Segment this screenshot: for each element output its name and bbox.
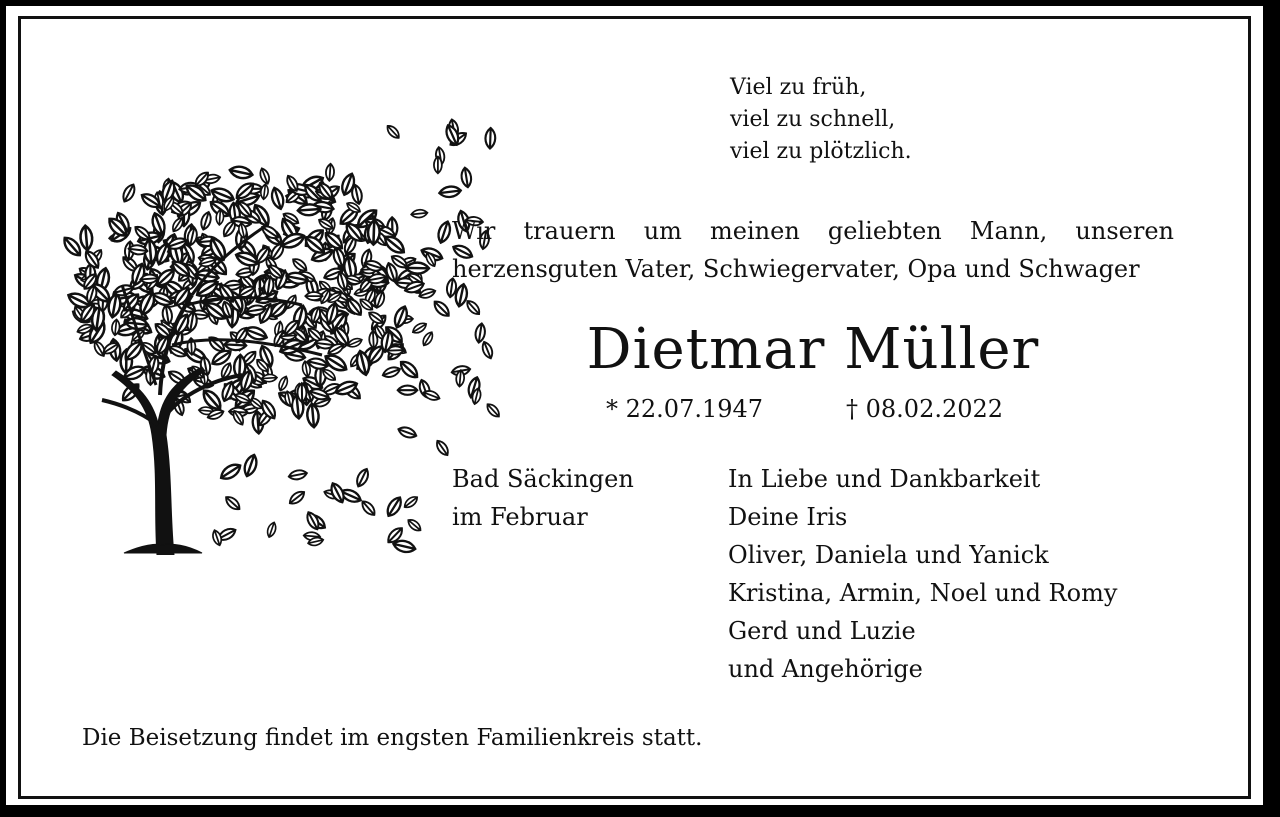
- burial-note: Die Beisetzung findet im engsten Familienkreis statt.: [82, 725, 703, 751]
- birth-date: * 22.07.1947: [606, 395, 764, 423]
- mourner-line: Oliver, Daniela und Yanick: [728, 541, 1049, 569]
- verse-line: viel zu plötzlich.: [730, 139, 912, 164]
- mourner-line: In Liebe und Dankbarkeit: [728, 465, 1041, 493]
- mourner-line: Deine Iris: [728, 503, 848, 531]
- mourning-statement: Wir trauern um meinen geliebten Mann, unseren herzensguten Vater, Schwiegervater, Opa und Schwager: [452, 217, 1174, 283]
- place-and-month: [452, 460, 634, 536]
- mourners-list: [728, 460, 1117, 688]
- windblown-tree-illustration: [62, 95, 512, 555]
- death-date: † 08.02.2022: [846, 395, 1004, 423]
- verse: [730, 72, 912, 168]
- month-line: im Februar: [452, 503, 588, 531]
- mourner-line: Gerd und Luzie: [728, 617, 916, 645]
- verse-line: Viel zu früh,: [730, 75, 867, 100]
- mourner-line: und Angehörige: [728, 655, 923, 683]
- deceased-name: Dietmar Müller: [586, 317, 1040, 382]
- mourner-line: Kristina, Armin, Noel und Romy: [728, 579, 1118, 607]
- verse-line: viel zu schnell,: [730, 107, 896, 132]
- place-line: Bad Säckingen: [452, 465, 634, 493]
